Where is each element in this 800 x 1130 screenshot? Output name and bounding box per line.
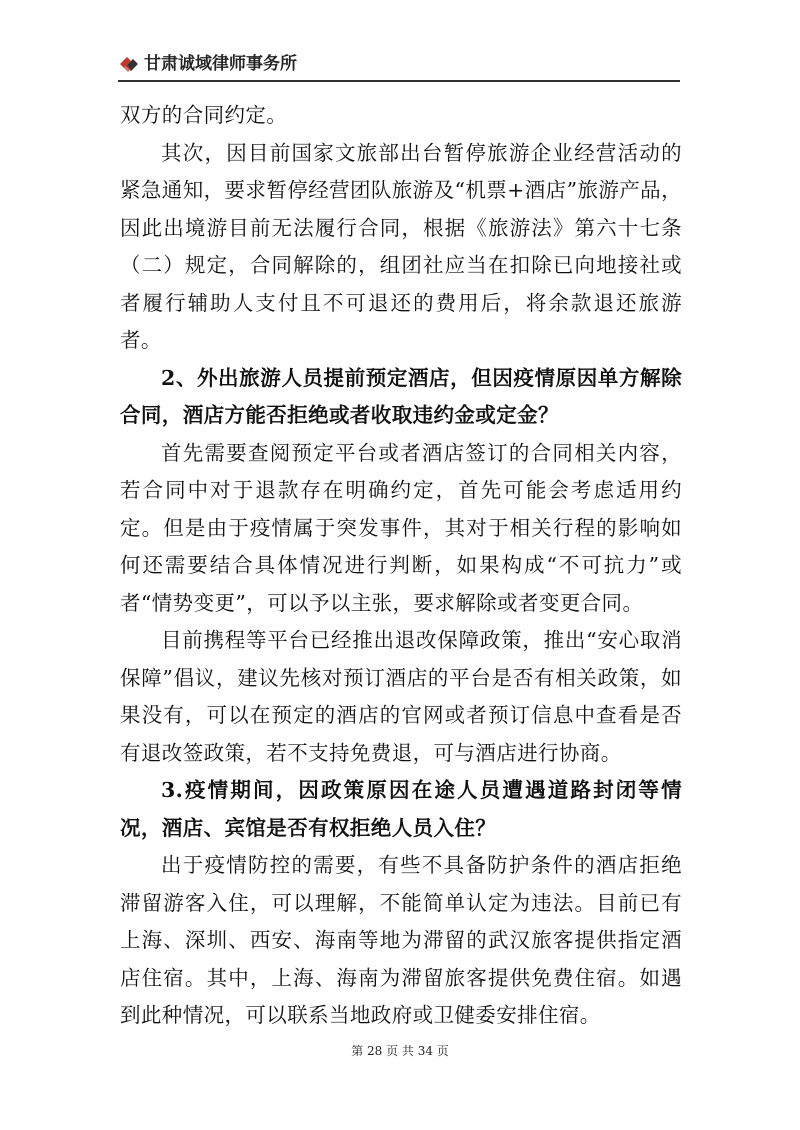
firm-name: 甘肃诚域律师事务所 — [144, 54, 297, 74]
header-divider — [118, 80, 680, 82]
answer-paragraph-3: 出于疫情防控的需要，有些不具备防护条件的酒店拒绝滞留游客入住，可以理解，不能简单认定为违法。目前已有上海、深圳、西安、海南等地为滞留的武汉旅客提供指定酒店住宿。其中，上海、海南为滞留旅客提供免费住宿。如遇到此种情况，可以联系当地政府或卫健委安排住宿。 — [120, 853, 682, 1027]
answer-paragraph-2a: 首先需要查阅预定平台或者酒店签订的合同相关内容，若合同中对于退款存在明确约定，首先可能会考虑适用约定。但是由于疫情属于突发事件，其对于相关行程的影响如何还需要结合具体情况进行判断，如果构成“不可抗力”或者“情势变更”，可以予以主张，要求解除或者变更合同。 — [120, 440, 682, 615]
page-number: 第 28 页 共 34 页 — [351, 1044, 449, 1058]
page-header — [118, 52, 680, 82]
paragraph-secondly: 其次，因目前国家文旅部出台暂停旅游企业经营活动的紧急通知，要求暂停经营团队旅游及“机票+酒店”旅游产品，因此出境游目前无法履行合同，根据《旅游法》第六十七条（二）规定，合同解除的，组团社应当在扣除已向地接社或者履行辅助人支付且不可退还的费用后，将余款退还旅游者。 — [120, 140, 682, 352]
paragraph-continuation: 双方的合同约定。 — [120, 103, 288, 127]
answer-paragraph-2b: 目前携程等平台已经推出退改保障政策，推出“安心取消保障”倡议，建议先核对预订酒店的平台是否有相关政策，如果没有，可以在预定的酒店的官网或者预订信息中查看是否有退改签政策，若不支持免费退，可与酒店进行协商。 — [120, 628, 682, 765]
question-heading-2: 2、外出旅游人员提前预定酒店，但因疫情原因单方解除合同，酒店方能否拒绝或者收取违约金或定金？ — [120, 365, 682, 427]
question-heading-3: 3.疫情期间，因政策原因在途人员遭遇道路封闭等情况，酒店、宾馆是否有权拒绝人员入住？ — [120, 778, 682, 840]
document-body — [120, 97, 682, 1035]
firm-logo-icon — [118, 55, 140, 73]
